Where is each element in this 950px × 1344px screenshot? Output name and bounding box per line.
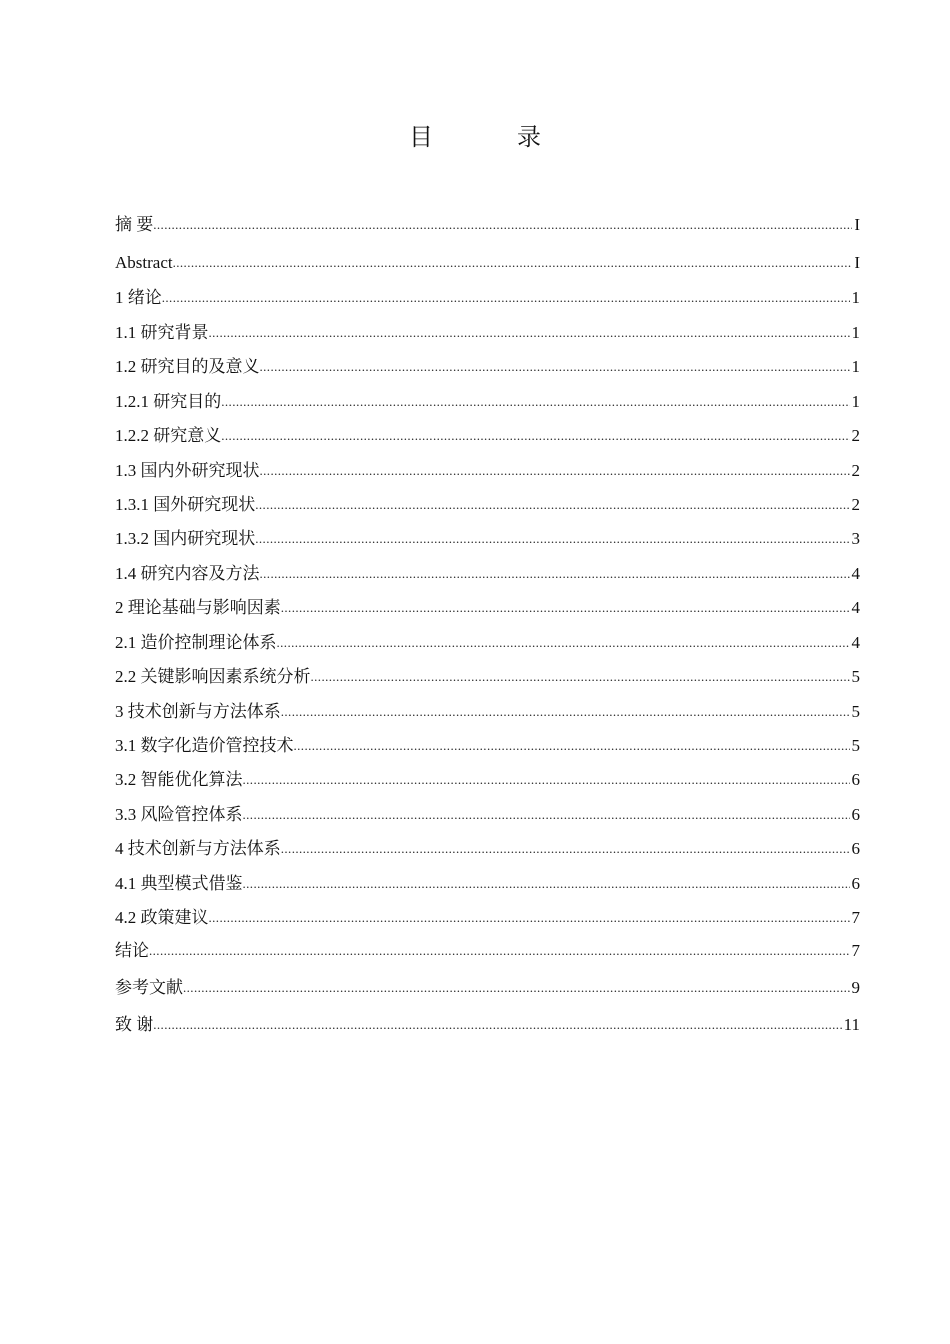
toc-entry-label: 1.3.2 国内研究现状 <box>115 529 256 548</box>
toc-entry-page: 2 <box>851 426 860 445</box>
toc-leader-dots <box>260 461 850 481</box>
toc-entry-label: 3.2 智能优化算法 <box>115 770 243 789</box>
toc-entry-label: 4 技术创新与方法体系 <box>115 839 281 858</box>
toc-entry-page: I <box>854 215 860 234</box>
toc-leader-dots <box>243 805 850 825</box>
toc-entry-abstract-cn[interactable] <box>115 212 860 238</box>
toc-entry-page: 7 <box>851 908 860 927</box>
toc-entry-label: 结论 <box>115 941 149 960</box>
toc-entry-label: 摘 要 <box>115 215 154 234</box>
toc-entry[interactable] <box>115 354 860 380</box>
toc-entry-page: 5 <box>851 667 860 686</box>
toc-entry-label: 1.2.1 研究目的 <box>115 392 222 411</box>
toc-entry-page: 9 <box>851 978 860 997</box>
toc-entry-label: 1 绪论 <box>115 288 162 307</box>
toc-entry-page: 2 <box>851 461 860 480</box>
toc-entry-page: 5 <box>851 736 860 755</box>
toc-leader-dots <box>209 323 850 343</box>
toc-entry-label: 4.2 政策建议 <box>115 908 209 927</box>
toc-entry-label: 1.3 国内外研究现状 <box>115 461 260 480</box>
toc-entry[interactable] <box>115 389 860 415</box>
toc-leader-dots <box>281 598 850 618</box>
toc-entry[interactable] <box>115 423 860 449</box>
toc-leader-dots <box>153 1015 841 1035</box>
toc-entry-label: 3.3 风险管控体系 <box>115 805 243 824</box>
toc-leader-dots <box>281 839 850 859</box>
toc-leader-dots <box>243 874 850 894</box>
toc-leader-dots <box>281 702 850 722</box>
toc-entry[interactable] <box>115 458 860 484</box>
toc-leader-dots <box>209 908 850 928</box>
toc-leader-dots <box>149 941 850 961</box>
toc-entry-page: I <box>854 253 860 272</box>
toc-entry-label: 1.2.2 研究意义 <box>115 426 222 445</box>
toc-leader-dots <box>260 357 850 377</box>
toc-entry-label: 参考文献 <box>115 978 183 997</box>
toc-entry-page: 4 <box>851 598 860 617</box>
toc-entry-page: 4 <box>851 564 860 583</box>
toc-leader-dots <box>221 392 849 412</box>
toc-entry[interactable] <box>115 561 860 587</box>
toc-entry-label: 1.4 研究内容及方法 <box>115 564 260 583</box>
toc-leader-dots <box>173 253 853 273</box>
toc-entry[interactable] <box>115 320 860 346</box>
toc-entry-page: 5 <box>851 702 860 721</box>
toc-entry-label: 1.2 研究目的及意义 <box>115 357 260 376</box>
toc-entry-label: 2 理论基础与影响因素 <box>115 598 281 617</box>
toc-entry-label: 1.3.1 国外研究现状 <box>115 495 256 514</box>
toc-entry-references[interactable] <box>115 975 860 1001</box>
toc-leader-dots <box>162 288 850 308</box>
toc-entry-label: 4.1 典型模式借鉴 <box>115 874 243 893</box>
toc-entry-page: 2 <box>851 495 860 514</box>
toc-entry-page: 1 <box>851 392 860 411</box>
toc-leader-dots <box>311 667 850 687</box>
toc-leader-dots <box>294 736 850 756</box>
toc-entry[interactable] <box>115 767 860 793</box>
toc-entry-page: 1 <box>851 357 860 376</box>
toc-entry[interactable] <box>115 905 860 931</box>
toc-entry-page: 4 <box>851 633 860 652</box>
toc-entry-label: 3 技术创新与方法体系 <box>115 702 281 721</box>
toc-leader-dots <box>221 426 849 446</box>
toc-entry[interactable] <box>115 595 860 621</box>
toc-leader-dots <box>153 215 852 235</box>
toc-entry-page: 6 <box>851 839 860 858</box>
toc-leader-dots <box>277 633 850 653</box>
toc-entry-page: 3 <box>851 529 860 548</box>
toc-entry-page: 1 <box>851 288 860 307</box>
toc-leader-dots <box>255 495 849 515</box>
toc-entry[interactable] <box>115 802 860 828</box>
toc-entry-acknowledgements[interactable] <box>115 1012 860 1038</box>
toc-entry-page: 6 <box>851 874 860 893</box>
toc-entry[interactable] <box>115 285 860 311</box>
toc-leader-dots <box>243 770 850 790</box>
toc-entry-label: 1.1 研究背景 <box>115 323 209 342</box>
toc-leader-dots <box>260 564 850 584</box>
toc-entry-label: 2.2 关键影响因素系统分析 <box>115 667 311 686</box>
toc-entry-page: 1 <box>851 323 860 342</box>
page-title: 目 录 <box>409 125 571 151</box>
toc-leader-dots <box>183 978 850 998</box>
toc-entry[interactable] <box>115 836 860 862</box>
toc-entry[interactable] <box>115 630 860 656</box>
toc-entry[interactable] <box>115 733 860 759</box>
toc-entry-label: 致 谢 <box>115 1015 154 1034</box>
toc-entry-page: 6 <box>851 805 860 824</box>
toc-entry[interactable] <box>115 699 860 725</box>
toc-entry[interactable] <box>115 492 860 518</box>
toc-entry-label: 3.1 数字化造价管控技术 <box>115 736 294 755</box>
toc-leader-dots <box>255 529 849 549</box>
toc-entry-label: 2.1 造价控制理论体系 <box>115 633 277 652</box>
toc-entry-page: 7 <box>851 941 860 960</box>
toc-entry-label: Abstract <box>115 253 173 272</box>
toc-entry-conclusion[interactable] <box>115 938 860 964</box>
toc-entry-abstract-en[interactable] <box>115 250 860 276</box>
toc-entry[interactable] <box>115 871 860 897</box>
toc-entry-page: 6 <box>851 770 860 789</box>
toc-entry-page: 11 <box>843 1015 860 1034</box>
toc-entry[interactable] <box>115 526 860 552</box>
toc-entry[interactable] <box>115 664 860 690</box>
